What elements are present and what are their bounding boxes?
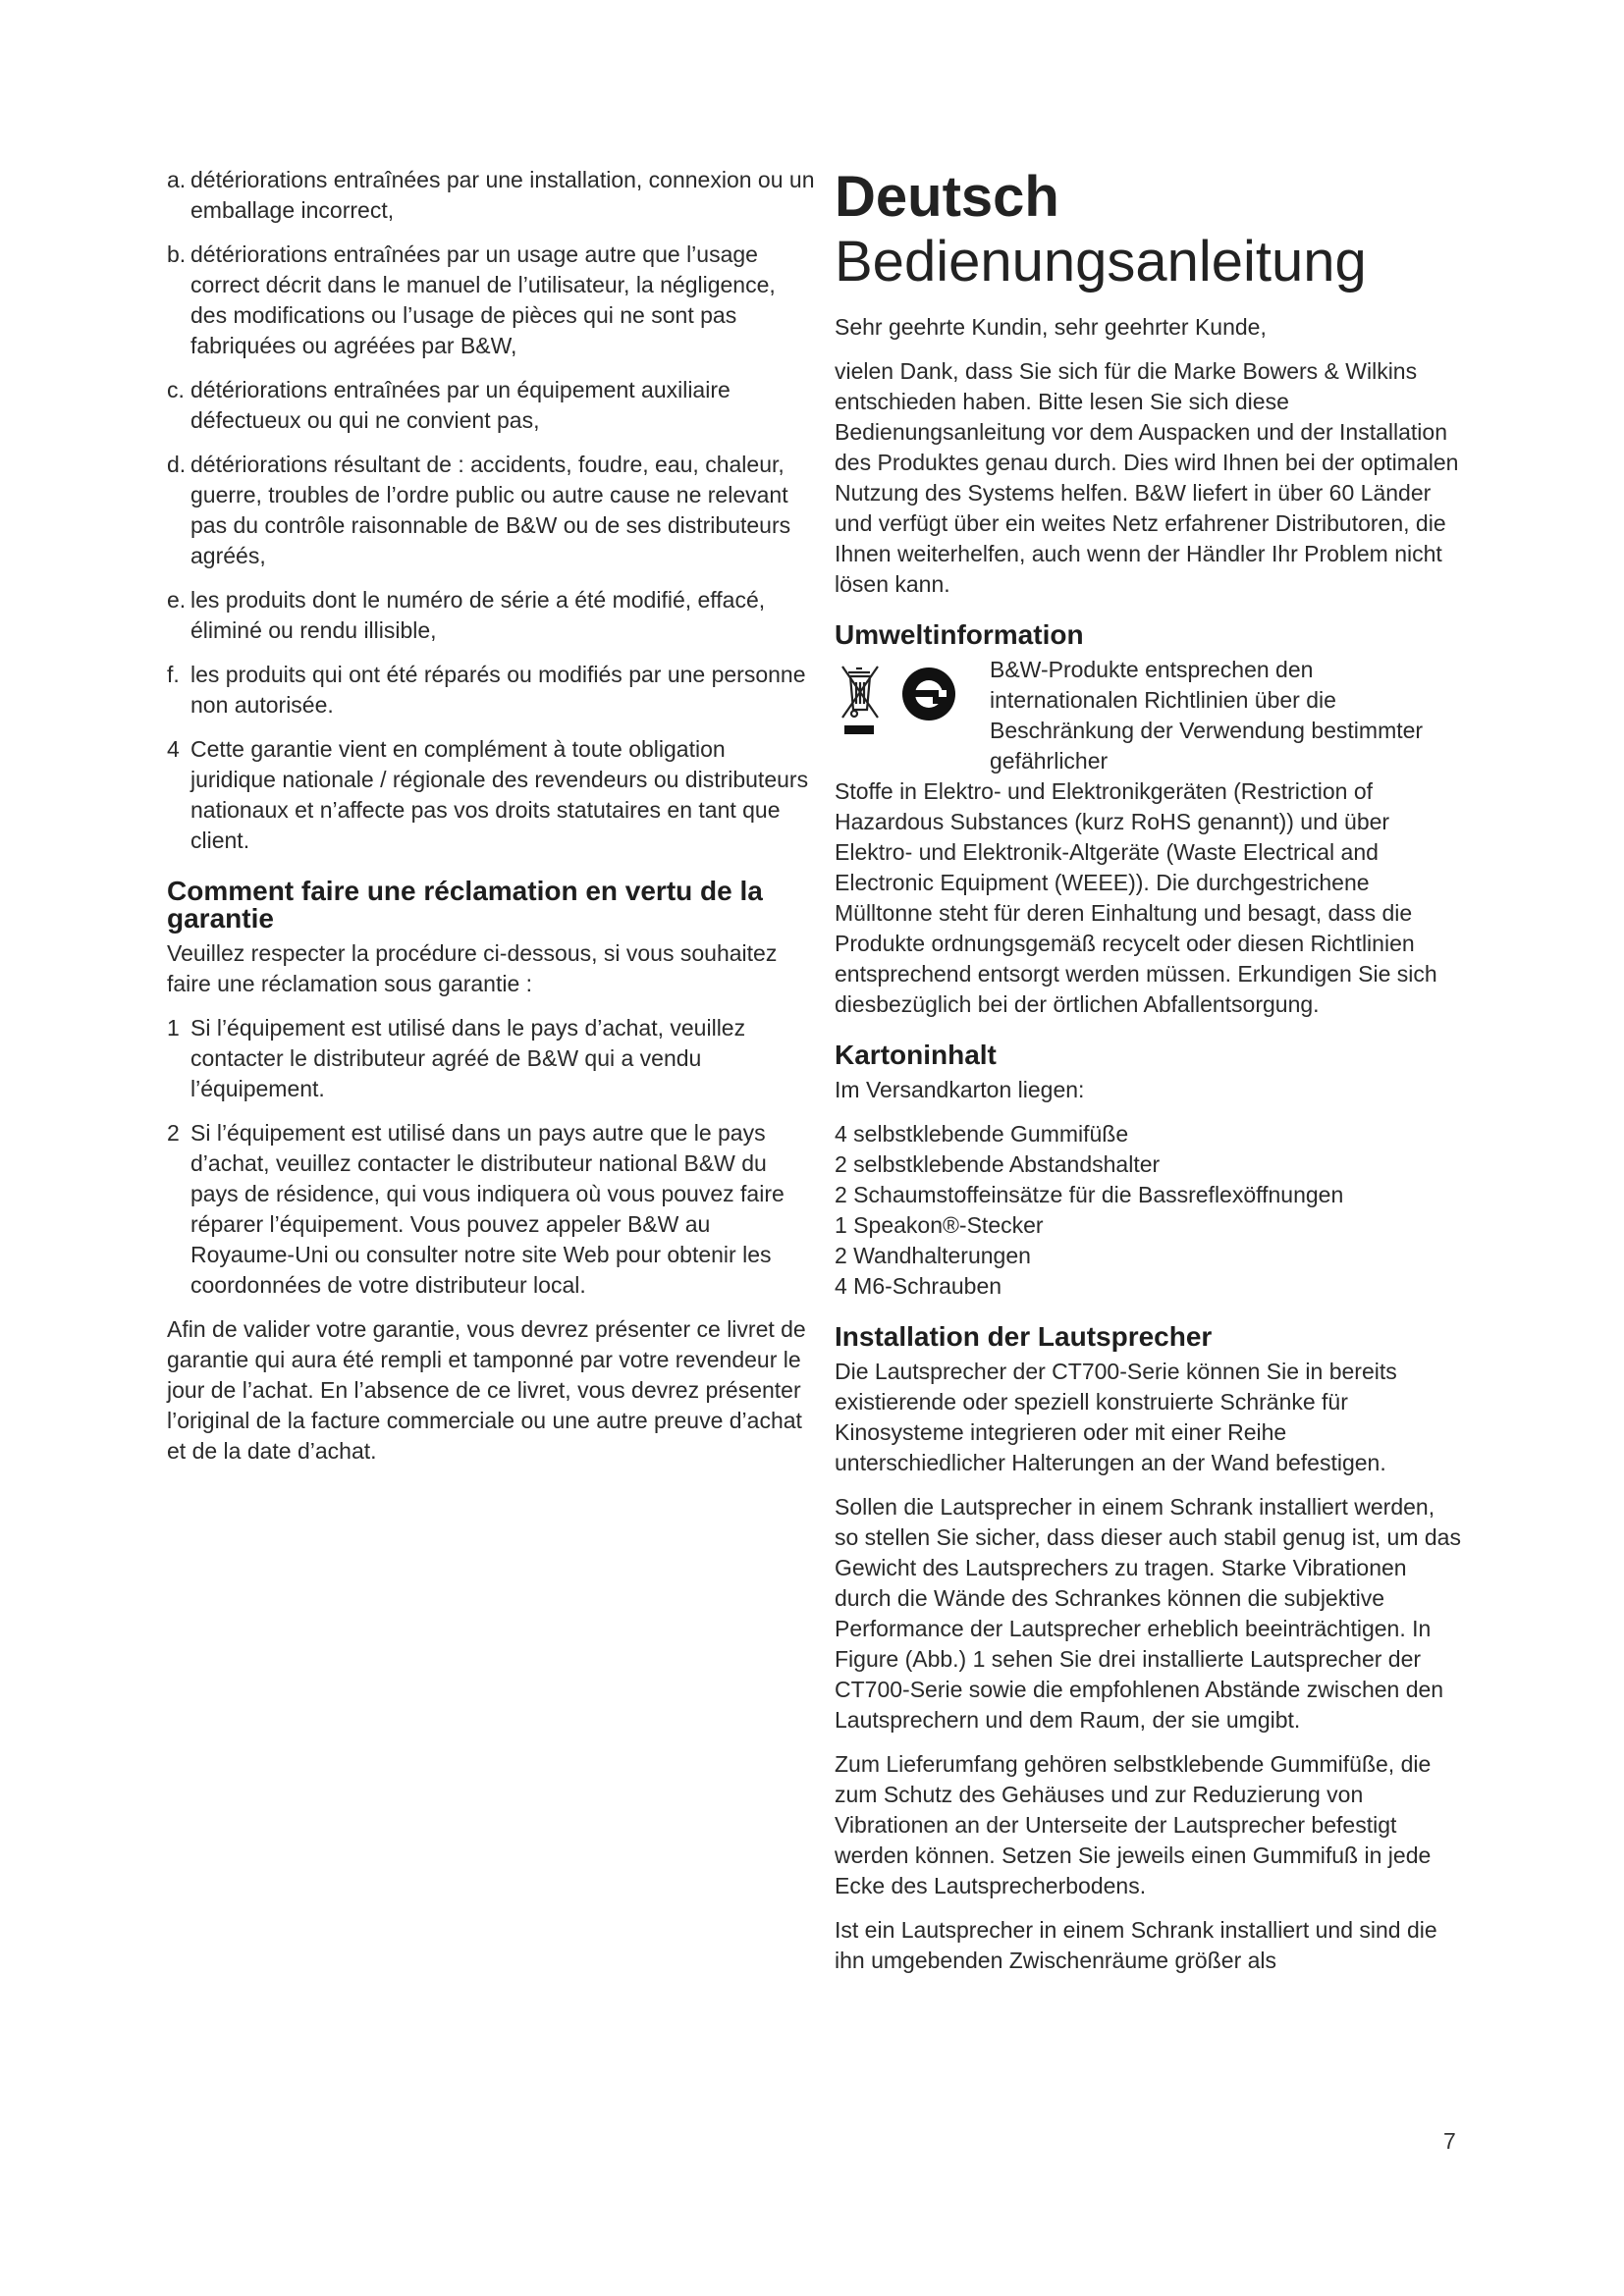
list-item: 1 Speakon®-Stecker <box>835 1212 1044 1238</box>
list-text: détériorations entraînées par un équipement auxiliaire défectueux ou qui ne convient pas, <box>190 377 731 433</box>
env-heading: Umweltinformation <box>835 619 1084 650</box>
list-marker: e. <box>167 587 187 613</box>
contents-intro: Im Versandkarton liegen: <box>835 1077 1085 1102</box>
list-marker: b. <box>167 241 187 267</box>
clause-4 <box>167 734 815 856</box>
claim-step-text: Si l’équipement est utilisé dans un pays autre que le pays d’achat, veuillez contacter le distributeur national B&W du pays de résidence, qui vous indiquera où vous pouvez faire réparer l’équipement. Vous pouvez appeler B&W au Royaume-Uni ou consulter notre site Web pour obtenir les coordonnées de votre distributeur local. <box>190 1120 785 1298</box>
list-marker: 2 <box>167 1120 180 1146</box>
list-item: 2 Wandhalterungen <box>835 1243 1031 1268</box>
manual-title: Bedienungsanleitung <box>835 230 1367 294</box>
right-column <box>835 165 1463 1990</box>
install-paragraph: Zum Lieferumfang gehören selbstklebende Gummifüße, die zum Schutz des Gehäuses und zur Reduzierung von Vibrationen an der Unterseite der Lautsprecher befestigt werden können. Setzen Sie jeweils einen Gummifuß in jede Ecke des Lautsprecherbodens. <box>835 1751 1432 1898</box>
list-item <box>167 375 815 436</box>
contents-list <box>835 1119 1463 1302</box>
list-item: 4 selbstklebende Gummifüße <box>835 1121 1129 1147</box>
clause-text: Cette garantie vient en complément à toute obligation juridique nationale / régionale des revendeurs ou distributeurs nationaux et n’affecte pas vos droits statutaires en tant que client. <box>190 736 809 853</box>
list-item: 4 M6-Schrauben <box>835 1273 1002 1299</box>
list-item <box>167 240 815 361</box>
claim-intro: Veuillez respecter la procédure ci-dessous, si vous souhaitez faire une réclamation sous garantie : <box>167 940 778 996</box>
contents-heading: Kartoninhalt <box>835 1040 997 1070</box>
list-text: les produits dont le numéro de série a été modifié, effacé, éliminé ou rendu illisible, <box>190 587 766 643</box>
env-text-full: Stoffe in Elektro- und Elektronikgeräten (Restriction of Hazardous Substances (kurz RoHS genannt)) und über Elektro- und Elektronik-Altgeräte (Waste Electrical and Electronic Equipment (WEEE)). Die durchgestrichene Mülltonne steht für deren Einhaltung und besagt, dass die Produkte ordnungsgemäß recycelt oder diesen Richtlinien entsprechend entsorgt werden müssen. Erkundigen Sie sich diesbezüglich bei der örtlichen Abfallentsorgung. <box>835 778 1437 1017</box>
intro-paragraph: vielen Dank, dass Sie sich für die Marke Bowers & Wilkins entschieden haben. Bitte lesen Sie sich diese Bedienungsanleitung vor dem Auspacken und der Installation des Produktes genau durch. Dies wird Ihnen bei der optimalen Nutzung des Systems helfen. B&W liefert in über 60 Länder und verfügt über ein weites Netz erfahrener Distributoren, die Ihnen weiterhelfen, auch wenn der Händler Ihr Problem nicht lösen kann. <box>835 358 1459 597</box>
list-item <box>167 165 815 226</box>
env-text-wrapped: B&W-Produkte entsprechen den internationalen Richtlinien über die Beschränkung der Verwendung bestimmter gefährlicher <box>990 657 1424 774</box>
list-item: 2 Schaumstoffeinsätze für die Bassreflexöffnungen <box>835 1182 1344 1207</box>
install-heading: Installation der Lautsprecher <box>835 1321 1213 1352</box>
page-number: 7 <box>1443 2128 1456 2154</box>
list-marker: a. <box>167 167 187 192</box>
install-paragraph: Die Lautsprecher der CT700-Serie können Sie in bereits existierende oder speziell konstruierte Schränke für Kinosysteme integrieren oder mit einer Reihe unterschiedlicher Halterungen an der Wand befestigen. <box>835 1359 1397 1475</box>
rohs-e-icon <box>899 665 958 723</box>
list-marker: 4 <box>167 736 180 762</box>
list-marker: d. <box>167 452 187 477</box>
left-column <box>167 165 815 1480</box>
claim-step <box>167 1013 815 1104</box>
claim-step-text: Si l’équipement est utilisé dans le pays d’achat, veuillez contacter le distributeur agréé de B&W qui a vendu l’équipement. <box>190 1015 746 1101</box>
claim-step <box>167 1118 815 1301</box>
salutation: Sehr geehrte Kundin, sehr geehrter Kunde, <box>835 314 1267 340</box>
list-item <box>167 660 815 721</box>
list-text: détériorations entraînées par un usage autre que l’usage correct décrit dans le manuel de l’utilisateur, la négligence, des modifications ou l’usage de pièces qui ne sont pas fabriquées ou agréées par B&W, <box>190 241 776 358</box>
claim-heading: Comment faire une réclamation en vertu de la garantie <box>167 876 763 934</box>
list-text: détériorations résultant de : accidents, foudre, eau, chaleur, guerre, troubles de l’ordre public ou autre cause ne relevant pas du contrôle raisonnable de B&W ou de ses distributeurs agréés, <box>190 452 791 568</box>
install-paragraph: Ist ein Lautsprecher in einem Schrank installiert und sind die ihn umgebenden Zwischenräume größer als <box>835 1917 1437 1973</box>
install-paragraph: Sollen die Lautsprecher in einem Schrank installiert werden, so stellen Sie sicher, dass dieser auch stabil genug ist, um das Gewicht des Lautsprechers zu tragen. Starke Vibrationen durch die Wände des Schrankes können die subjektive Performance der Lautsprecher erheblich beeinträchtigen. In Figure (Abb.) 1 sehen Sie drei installierte Lautsprecher der CT700-Serie sowie die empfohlenen Abstände zwischen den Lautsprechern und dem Raum, der sie umgibt. <box>835 1494 1461 1733</box>
list-marker: 1 <box>167 1015 180 1041</box>
validation-paragraph: Afin de valider votre garantie, vous devrez présenter ce livret de garantie qui aura été rempli et tamponné par votre revendeur le jour de l’achat. En l’absence de ce livret, vous devrez présenter l’original de la facture commerciale ou une autre preuve d’achat et de la date d’achat. <box>167 1316 806 1464</box>
list-text: les produits qui ont été réparés ou modifiés par une personne non autorisée. <box>190 662 806 718</box>
list-item <box>167 450 815 571</box>
list-marker: f. <box>167 662 180 687</box>
env-block <box>835 655 1463 776</box>
list-marker: c. <box>167 377 185 402</box>
list-item: 2 selbstklebende Abstandshalter <box>835 1151 1161 1177</box>
language-title: Deutsch <box>835 165 1059 229</box>
list-item <box>167 585 815 646</box>
damage-list <box>167 165 815 721</box>
list-text: détériorations entraînées par une installation, connexion ou un emballage incorrect, <box>190 167 815 223</box>
